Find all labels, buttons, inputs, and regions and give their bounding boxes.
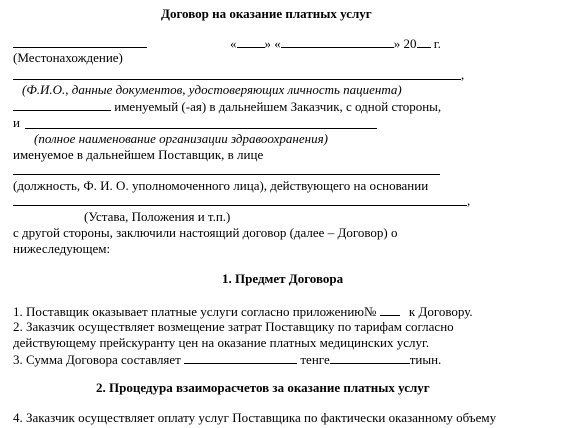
and-text: и [13,115,20,130]
basis-comma: , [467,193,471,208]
section-1-heading: 1. Предмет Договора [222,271,344,286]
customer-line [13,98,441,115]
patient-comma: , [461,67,465,82]
agreement-line-2: нижеследующем: [13,241,111,256]
clause-4: 4. Заказчик осуществляет оплату услуг Поставщика по фактически оказанному объему [13,410,497,425]
official-hint: (должность, Ф. И. О. уполномоченного лица), действующего на основании [13,178,429,193]
date-year-suffix: г. [430,36,441,51]
date-year-prefix: » 20 [393,36,417,51]
agreement-line-1: с другой стороны, заключили настоящий договор (далее – Договор) о [13,225,398,240]
clause-3-text: 3. Сумма Договора составляет [13,352,181,367]
org-hint: (полное наименование организации здравоохранения) [34,131,328,146]
supplier-text: именуемое в дальнейшем Поставщик, в лице [13,147,264,162]
org-blank [25,128,377,129]
location-label: (Местонахождение) [13,50,123,65]
date-line [230,35,441,52]
customer-text: именуемый (-ая) в дальнейшем Заказчик, с одной стороны, [114,99,442,114]
basis-hint: (Устава, Положения и т.п.) [84,209,231,224]
month-blank [281,35,394,48]
sum-tiyn-blank [330,351,410,364]
date-quote-mid: » « [264,36,281,51]
appendix-number-blank [380,303,400,316]
clause-2-line-1: 2. Заказчик осуществляет возмещение затрат Поставщику по тарифам согласно [13,319,454,334]
customer-name-blank [13,98,111,111]
clause-1-text: 1. Поставщик оказывает платные услуги согласно приложению№ [13,304,377,319]
date-quote-open: « [230,36,237,51]
patient-blank [13,79,461,80]
year-blank [417,35,431,48]
clause-3-tenge: тенге [300,352,330,367]
section-2-heading: 2. Процедура взаиморасчетов за оказание платных услуг [96,380,430,395]
clause-3 [13,351,441,368]
patient-hint: (Ф.И.О., данные документов, удостоверяющих личность пациента) [22,82,402,97]
clause-1 [13,303,473,320]
clause-2-line-2: действующему прейскуранту цен на оказание платных медицинских услуг. [13,335,430,350]
clause-1-suffix: к Договору. [408,304,473,319]
basis-blank [13,205,467,206]
official-blank [13,174,440,175]
clause-3-tiyn: тиын. [409,352,442,367]
sum-tenge-blank [184,351,297,364]
location-blank [13,47,147,48]
document-title: Договор на оказание платных услуг [161,6,372,21]
day-blank [237,35,265,48]
